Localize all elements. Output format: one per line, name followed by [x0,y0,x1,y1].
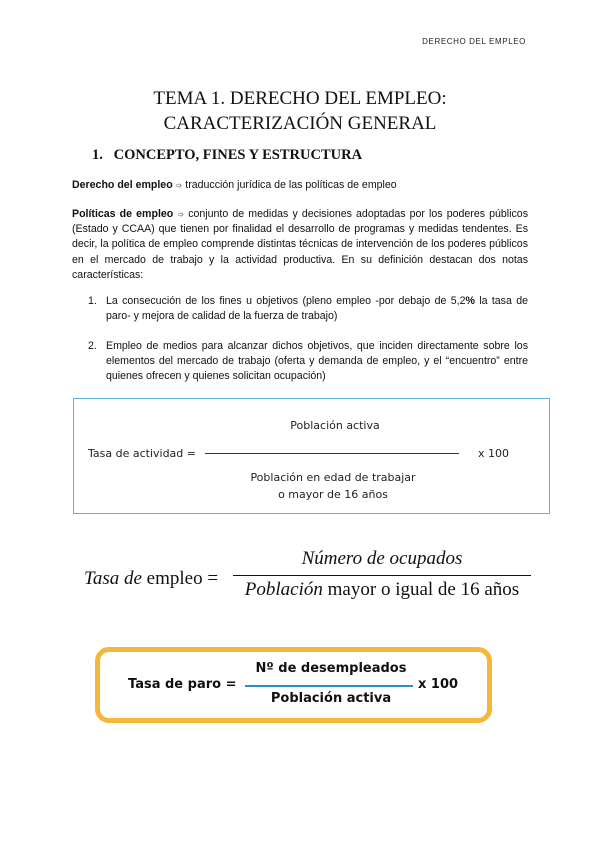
list-item [88,294,528,324]
definition-politicas-empleo [72,207,528,283]
list-item-text: Empleo de medios para alcanzar dichos objetivos, que inciden directamente sobre los elementos del mercado de trabajo (oferta y demanda de empleo, y el “encuentro” entre quienes ofrecen y quienes solicitan ocupación) [106,340,528,383]
definition-text: conjunto de medidas y decisiones adoptadas por los poderes públicos (Estado y CCAA) que tienen por finalidad el desarrollo de programas y medidas tendentes. Es decir, la política de empleo comprende distintas técnicas de intervención de los poderes públicos en el mercado de trabajo y la actividad productiva. En su definición destacan dos notas características: [72,208,528,281]
fraction-bar [245,685,413,687]
activity-rate-formula-box [73,398,550,514]
section-title: CONCEPTO, FINES Y ESTRUCTURA [113,147,363,163]
document-title [0,86,600,136]
unemployment-rate-denominator: Población activa [270,691,392,706]
term-derecho-empleo: Derecho del empleo [72,179,173,191]
definition-derecho-empleo [72,179,528,191]
employment-rate-denominator: Población mayor o igual de 16 años [244,579,520,600]
activity-rate-numerator: Población activa [290,419,380,432]
title-line-1: TEMA 1. DERECHO DEL EMPLEO: [153,88,447,109]
list-item-number: 2. [88,340,97,352]
section-number: 1. [92,147,103,163]
list-item [88,339,528,385]
activity-rate-multiplier: x 100 [478,447,510,460]
list-item-text: La consecución de los fines u objetivos (pleno empleo -por debajo de 5,2% la tasa de paro- y mejora de calidad de la fuerza de trabajo) [106,295,528,323]
fraction-bar [205,453,459,454]
unemployment-rate-numerator: Nº de desempleados [255,661,407,676]
title-line-2: CARACTERIZACIÓN GENERAL [163,113,437,134]
running-header: DERECHO DEL EMPLEO [422,37,526,46]
unemployment-rate-multiplier: x 100 [418,677,459,692]
list-item-number: 1. [88,295,97,307]
activity-rate-label: Tasa de actividad = [88,447,196,460]
term-politicas-empleo: Políticas de empleo [72,208,174,220]
activity-rate-denominator: Población en edad de trabajar o mayor de 16 años [250,471,416,501]
employment-rate-label: Tasa de empleo = [84,568,219,589]
section-heading [92,147,362,164]
unemployment-rate-label: Tasa de paro = [128,677,237,692]
employment-rate-fraction [233,548,531,601]
employment-rate-numerator: Número de ocupados [301,548,463,569]
unemployment-rate-formula-box [95,647,492,723]
definition-text: traducción jurídica de las políticas de empleo [182,179,397,191]
fraction-bar [233,575,531,576]
arrow-icon: ➩ [175,181,183,190]
arrow-icon: ➩ [177,210,185,219]
